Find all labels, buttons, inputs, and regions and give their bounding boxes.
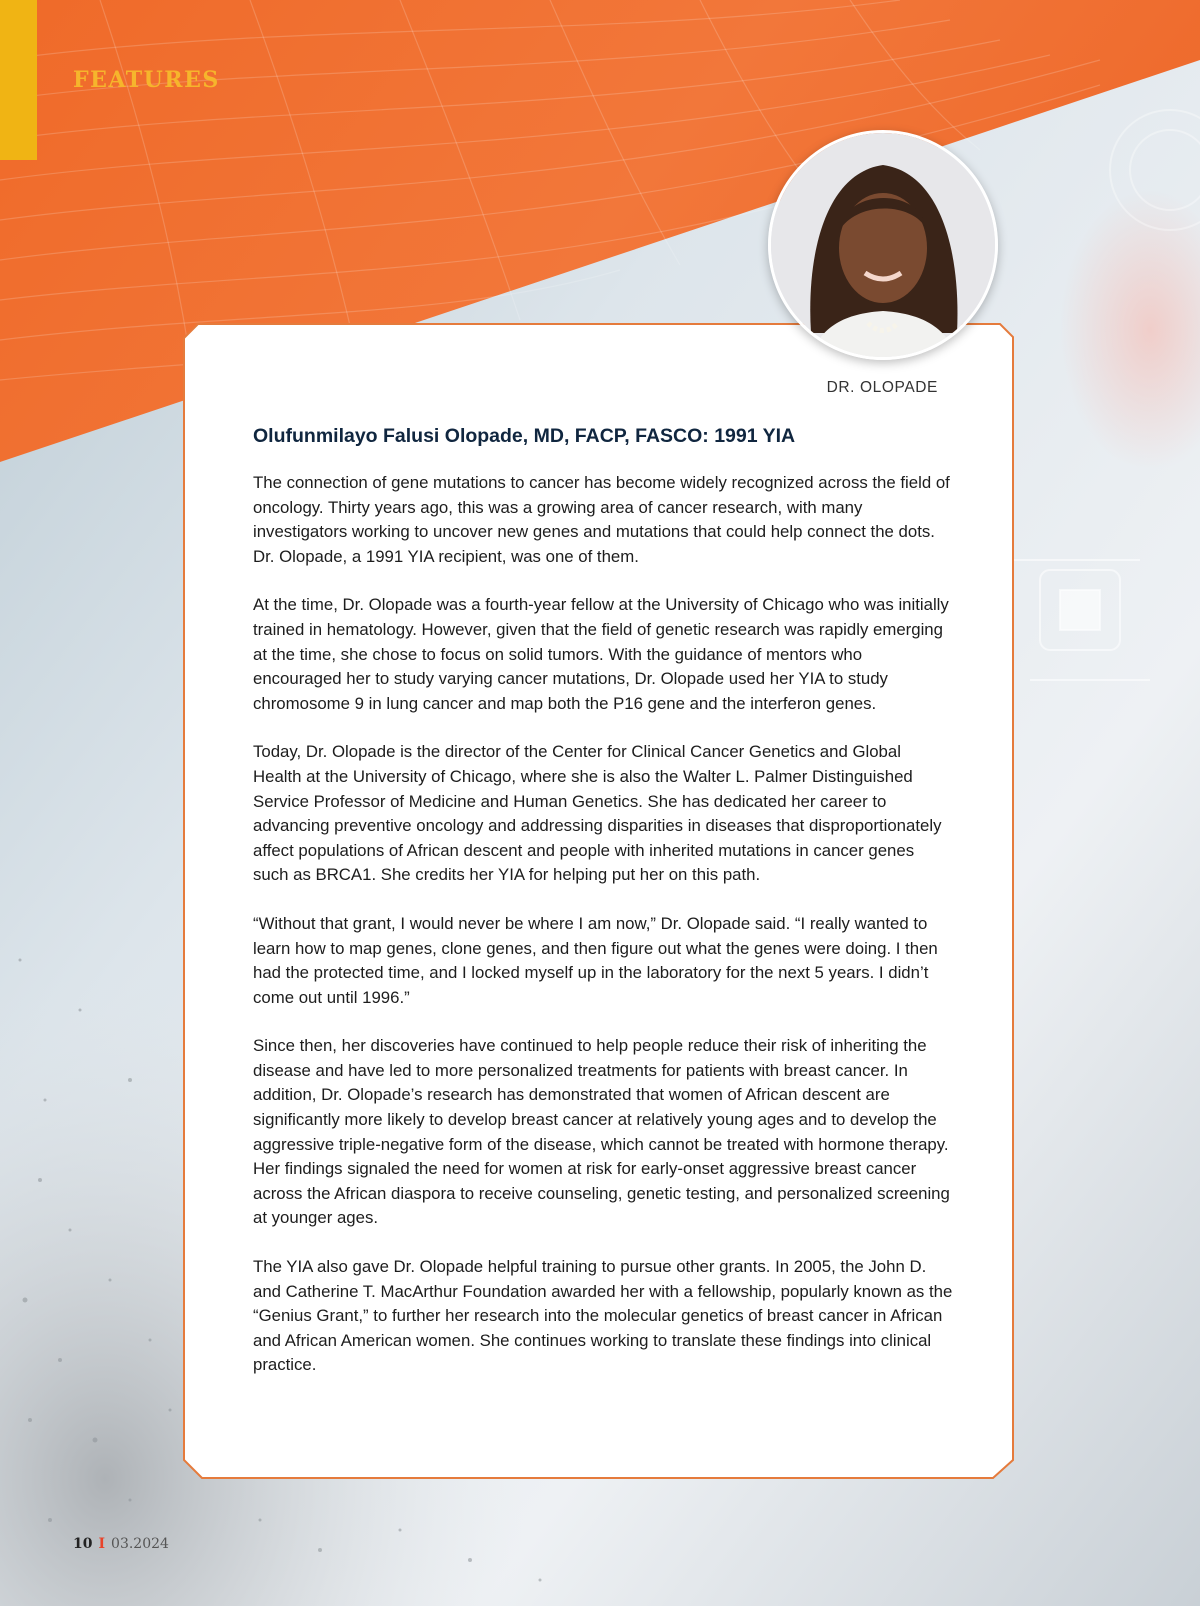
article-body	[253, 424, 953, 1402]
article-paragraph-6: The YIA also gave Dr. Olopade helpful training to pursue other grants. In 2005, the John D. and Catherine T. MacArthur Foundation awarded her with a fellowship, popularly known as the “Genius Grant,” to further her research into the molecular genetics of breast cancer in African and African American women. She continues working to translate these findings into clinical practice.	[253, 1257, 953, 1375]
portrait-photo	[768, 130, 998, 360]
article-paragraph-3: Today, Dr. Olopade is the director of the Center for Clinical Cancer Genetics and Global Health at the University of Chicago, where she is also the Walter L. Palmer Distinguished Service Professor of Medicine and Human Genetics. She has dedicated her career to advancing preventive oncology and addressing disparities in diseases that disproportionately affect populations of African descent and people with inherited mutations in cancer genes such as BRCA1. She credits her YIA for helping put her on this path.	[253, 742, 942, 885]
page-footer	[73, 1536, 169, 1552]
article-paragraph-2: At the time, Dr. Olopade was a fourth-year fellow at the University of Chicago who was initially trained in hematology. However, given that the field of genetic research was rapidly emerging at the time, she chose to focus on solid tumors. With the guidance of mentors who encouraged her to study varying cancer mutations, Dr. Olopade used her YIA to study chromosome 9 in lung cancer and map both the P16 gene and the interferon genes.	[253, 595, 949, 713]
section-label: FEATURES	[73, 67, 220, 93]
article-paragraph-1: The connection of gene mutations to cancer has become widely recognized across the field of oncology. Thirty years ago, this was a growing area of cancer research, with many investigators working to uncover new genes and mutations that could help connect the dots. Dr. Olopade, a 1991 YIA recipient, was one of them.	[253, 473, 950, 566]
article-headline: Olufunmilayo Falusi Olopade, MD, FACP, FASCO: 1991 YIA	[253, 425, 796, 447]
footer-separator: I	[98, 1536, 106, 1552]
page-number: 10	[73, 1536, 93, 1552]
article-paragraph-5: Since then, her discoveries have continued to help people reduce their risk of inheriting the disease and have led to more personalized treatments for patients with breast cancer. In addition, Dr. Olopade’s research has demonstrated that women of African descent are significantly more likely to develop breast cancer at relatively young ages and to develop the aggressive triple-negative form of the disease, which cannot be treated with hormone therapy. Her findings signaled the need for women at risk for early-onset aggressive breast cancer across the African diaspora to receive counseling, genetic testing, and personalized screening at younger ages.	[253, 1036, 950, 1228]
issue-date: 03.2024	[111, 1536, 169, 1552]
article-paragraph-4: “Without that grant, I would never be where I am now,” Dr. Olopade said. “I really wanted to learn how to map genes, clone genes, and then figure out what the genes were doing. I then had the protected time, and I locked myself up in the laboratory for the next 5 years. I didn’t come out until 1996.”	[253, 913, 938, 1007]
portrait-caption: DR. OLOPADE	[826, 379, 938, 396]
